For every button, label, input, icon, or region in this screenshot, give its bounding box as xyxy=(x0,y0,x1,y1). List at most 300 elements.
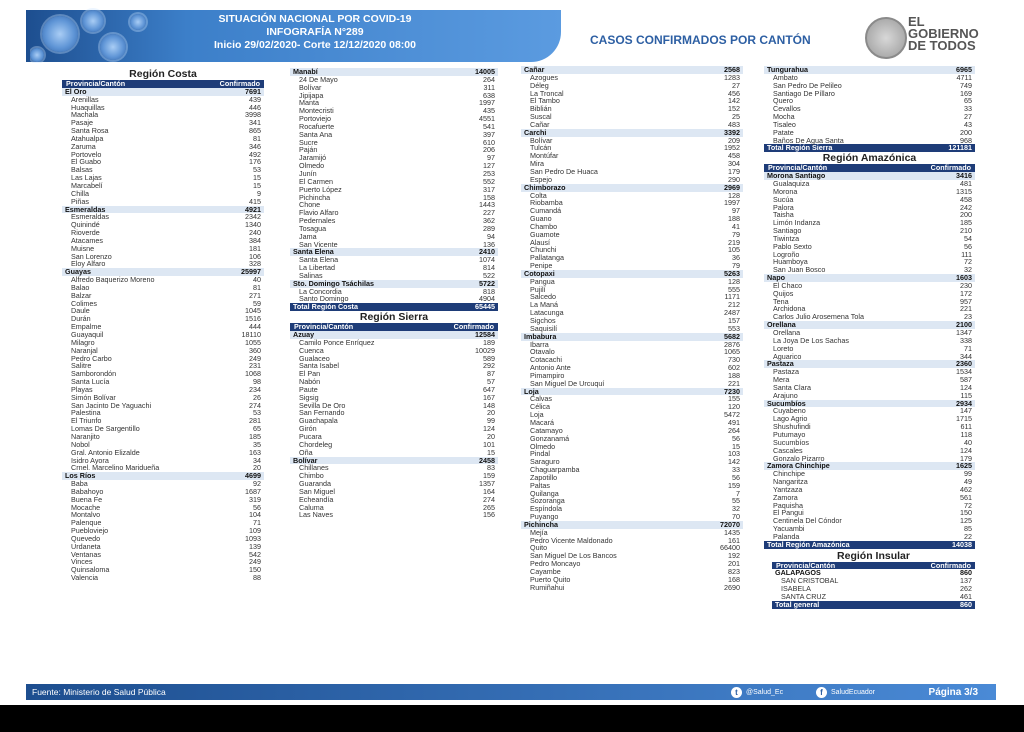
header-text xyxy=(175,13,455,52)
province-row-label: Esmeraldas xyxy=(65,204,106,214)
canton-row-label: La Joya De Los Sachas xyxy=(773,335,849,345)
canton-row-label: Palenque xyxy=(71,518,102,528)
canton-row-value: 20 xyxy=(253,463,261,473)
page-title: CASOS CONFIRMADOS POR CANTÓN xyxy=(590,33,811,47)
canton-row xyxy=(764,196,975,204)
canton-row-label: El Pan xyxy=(299,369,321,379)
canton-row-value: 1516 xyxy=(245,314,261,324)
canton-row-value: 157 xyxy=(728,316,740,325)
province-row-label: Pichincha xyxy=(524,519,558,529)
province-row-value: 5722 xyxy=(479,278,495,288)
canton-row-label: Balsas xyxy=(71,165,93,175)
canton-row-label: Guano xyxy=(530,214,552,224)
canton-row-label: Guamote xyxy=(530,229,560,239)
canton-row-value: 176 xyxy=(249,157,261,167)
canton-row-label: Montúfar xyxy=(530,151,559,161)
canton-row-label: Puyango xyxy=(530,512,559,522)
canton-row-value: 439 xyxy=(249,94,261,104)
canton-row-label: Lomas De Sargentillo xyxy=(71,424,140,434)
canton-row-label: Rumiñahui xyxy=(530,582,565,592)
facebook-handle[interactable] xyxy=(816,687,875,698)
canton-row-label: Machala xyxy=(71,110,99,120)
province-row-value: 2934 xyxy=(956,398,972,408)
province-row-value: 2360 xyxy=(956,359,972,369)
canton-row-label: Cayambe xyxy=(530,567,561,576)
table-header-value: Confirmado xyxy=(453,322,494,332)
canton-row-label: Gonzanamá xyxy=(530,433,570,443)
canton-row-value: 137 xyxy=(960,576,972,586)
canton-row xyxy=(62,551,264,559)
canton-row-label: Carlos Julio Arosemena Tola xyxy=(773,312,864,322)
canton-row-value: 34 xyxy=(253,455,261,465)
canton-row-value: 552 xyxy=(483,176,495,186)
canton-row-value: 264 xyxy=(728,425,740,435)
canton-row-label: Pujilí xyxy=(530,284,546,294)
canton-row xyxy=(290,362,498,370)
canton-row xyxy=(764,90,975,98)
canton-row-label: Buena Fe xyxy=(71,494,103,504)
canton-row-value: 5472 xyxy=(724,410,740,420)
canton-row-label: Jama xyxy=(299,231,317,241)
canton-row-label: Loja xyxy=(530,410,544,420)
province-row-value: 2410 xyxy=(479,247,495,257)
canton-row-value: 98 xyxy=(253,377,261,387)
canton-row-value: 179 xyxy=(960,453,972,463)
canton-row-value: 99 xyxy=(964,469,972,479)
canton-row-label: Otavalo xyxy=(530,347,555,357)
canton-row-label: Célica xyxy=(530,402,550,412)
canton-row xyxy=(764,204,975,212)
canton-row-value: 128 xyxy=(728,190,740,200)
logo-line1: EL xyxy=(908,14,925,29)
footer-bar xyxy=(26,684,996,700)
canton-row-label: Mira xyxy=(530,159,544,169)
canton-row-value: 15 xyxy=(253,173,261,183)
canton-row-label: Ibarra xyxy=(530,339,549,349)
canton-row xyxy=(62,355,264,363)
canton-row-value: 179 xyxy=(728,166,740,176)
facebook-text: SaludEcuador xyxy=(831,688,875,696)
canton-row-value: 2690 xyxy=(724,582,740,592)
canton-row-value: 139 xyxy=(249,541,261,551)
canton-row-label: Baba xyxy=(71,479,88,489)
canton-row-label: Valencia xyxy=(71,573,99,583)
canton-row-value: 66400 xyxy=(720,543,740,553)
region-total xyxy=(764,144,975,152)
canton-row-label: Junín xyxy=(299,168,317,178)
canton-row-label: Milagro xyxy=(71,337,95,347)
province-row-label: Cotopaxi xyxy=(524,268,555,278)
canton-row xyxy=(521,105,743,113)
region-total-label: Total Región Amazónica xyxy=(767,539,850,549)
canton-row-value: 65 xyxy=(964,96,972,106)
canton-row-label: Quinsaloma xyxy=(71,565,110,575)
canton-row-label: Colta xyxy=(530,190,547,200)
canton-row-label: San Miguel xyxy=(299,486,335,496)
canton-row-label: Balao xyxy=(71,282,90,292)
canton-row-label: Patate xyxy=(773,127,794,137)
insular-block xyxy=(772,550,975,609)
province-row-value: 2969 xyxy=(724,182,740,192)
canton-row xyxy=(521,380,743,388)
canton-row-value: 188 xyxy=(728,214,740,224)
canton-row-value: 4551 xyxy=(479,114,495,124)
canton-row xyxy=(521,137,743,145)
canton-row-value: 124 xyxy=(960,382,972,392)
canton-row xyxy=(764,368,975,376)
canton-row-value: 749 xyxy=(960,80,972,90)
canton-row-label: Quevedo xyxy=(71,533,101,543)
source-name: Ministerio de Salud Pública xyxy=(63,687,166,697)
canton-row-value: 264 xyxy=(483,74,495,84)
canton-row xyxy=(290,370,498,378)
canton-row-value: 127 xyxy=(483,161,495,171)
canton-row-label: Santiago xyxy=(773,226,802,236)
canton-row-value: 1997 xyxy=(479,98,495,108)
canton-row-value: 446 xyxy=(249,102,261,112)
canton-row-label: Echeandía xyxy=(299,494,334,504)
canton-row-value: 522 xyxy=(483,270,495,280)
canton-row-label: Yantzaza xyxy=(773,484,803,494)
canton-row-value: 1997 xyxy=(724,198,740,208)
table-header-value: Confirmado xyxy=(219,79,260,88)
canton-row-value: 150 xyxy=(960,508,972,518)
province-row-label: Carchi xyxy=(524,127,547,137)
canton-row-label: Puerto López xyxy=(299,184,342,194)
canton-row-value: 124 xyxy=(483,424,495,434)
canton-row-label: Santa Ana xyxy=(299,129,333,139)
canton-row xyxy=(521,537,743,545)
region-total xyxy=(290,303,498,311)
canton-row-label: Eloy Alfaro xyxy=(71,259,106,269)
canton-row-value: 1068 xyxy=(245,369,261,379)
canton-row-value: 172 xyxy=(960,288,972,298)
canton-row-value: 360 xyxy=(249,345,261,355)
canton-row-label: Tena xyxy=(773,296,789,306)
footer-source xyxy=(32,687,166,697)
canton-row-label: Santa Clara xyxy=(773,382,811,392)
canton-row-label: Sigsig xyxy=(299,392,319,402)
canton-row-label: Pedro Carbo xyxy=(71,353,112,363)
canton-row-label: Bolívar xyxy=(530,135,553,145)
canton-row-label: Zapotillo xyxy=(530,472,558,482)
canton-row-label: Alausí xyxy=(530,237,550,247)
canton-row-value: 147 xyxy=(960,406,972,416)
canton-row-value: 188 xyxy=(728,370,740,380)
region-title: Región Sierra xyxy=(359,311,429,324)
column-4 xyxy=(764,66,975,609)
canton-row-label: Cevallos xyxy=(773,104,801,114)
region-total-value: 65445 xyxy=(475,302,495,312)
canton-row-label: El Triunfo xyxy=(71,416,102,426)
canton-row-label: Piñas xyxy=(71,196,89,206)
page-number: Página 3/3 xyxy=(928,686,978,698)
province-row-value: 2568 xyxy=(724,65,740,74)
canton-row xyxy=(521,584,743,592)
canton-row xyxy=(290,131,498,139)
province-row xyxy=(62,472,264,480)
canton-row-value: 167 xyxy=(483,392,495,402)
canton-row-value: 104 xyxy=(249,510,261,520)
canton-row-value: 15 xyxy=(253,180,261,190)
canton-row xyxy=(290,162,498,170)
canton-row-label: Olmedo xyxy=(299,161,325,171)
canton-row-label: Huaquillas xyxy=(71,102,105,112)
canton-row xyxy=(290,441,498,449)
canton-row-value: 92 xyxy=(253,479,261,489)
canton-row-label: SANTA CRUZ xyxy=(781,592,826,601)
government-logo xyxy=(865,15,995,57)
canton-row-label: Guaranda xyxy=(299,479,331,489)
canton-row-value: 242 xyxy=(960,202,972,212)
province-row-label: Napo xyxy=(767,273,785,283)
canton-row-value: 346 xyxy=(249,141,261,151)
canton-row-value: 71 xyxy=(964,343,972,353)
canton-row-label: San Juan Bosco xyxy=(773,265,826,275)
province-row-label: GALAPAGOS xyxy=(775,568,821,578)
canton-row-label: Sozoranga xyxy=(530,496,565,506)
region-total-label: Total Región Sierra xyxy=(767,143,833,153)
province-row xyxy=(521,184,743,192)
canton-row-label: Orellana xyxy=(773,328,801,337)
canton-row-value: 27 xyxy=(732,80,740,90)
canton-row-value: 957 xyxy=(960,296,972,306)
canton-row-value: 85 xyxy=(964,524,972,534)
canton-row-label: Chaguarpamba xyxy=(530,465,580,475)
canton-row-label: Arajuno xyxy=(773,390,798,400)
region-title: Región Insular xyxy=(837,549,910,562)
table-header-label: Provincia/Cantón xyxy=(776,560,836,570)
canton-row xyxy=(764,188,975,196)
canton-row-label: Cuyabeno xyxy=(773,406,806,416)
canton-row-label: Paltas xyxy=(530,480,550,490)
canton-row-label: Pimampiro xyxy=(530,370,565,380)
canton-row-value: 105 xyxy=(728,245,740,255)
canton-row-value: 292 xyxy=(483,361,495,371)
canton-row-label: Mocache xyxy=(71,502,101,512)
canton-row xyxy=(290,417,498,425)
canton-row-label: Espíndola xyxy=(530,504,562,514)
province-row-value: 2100 xyxy=(956,320,972,330)
canton-row-value: 161 xyxy=(728,535,740,545)
canton-row-value: 109 xyxy=(249,526,261,536)
province-row-value: 25997 xyxy=(241,267,261,277)
canton-row-label: Isidro Ayora xyxy=(71,455,109,465)
canton-row-label: Babahoyo xyxy=(71,486,104,496)
province-row xyxy=(521,129,743,137)
region-total-value: 860 xyxy=(960,599,972,609)
canton-row-value: 25 xyxy=(732,112,740,122)
canton-row-label: Gonzalo Pizarro xyxy=(773,453,825,463)
canton-row xyxy=(521,403,743,411)
canton-row-label: Nangaritza xyxy=(773,477,808,487)
canton-row-label: San Lorenzo xyxy=(71,251,112,261)
canton-row-value: 32 xyxy=(732,504,740,514)
canton-row-value: 164 xyxy=(483,486,495,496)
canton-row-label: Palestina xyxy=(71,408,101,418)
canton-row-label: Déleg xyxy=(530,80,549,90)
canton-row-value: 542 xyxy=(249,549,261,559)
canton-row-value: 71 xyxy=(253,518,261,528)
bottom-band xyxy=(0,705,1024,732)
canton-row-value: 1065 xyxy=(724,347,740,357)
canton-row xyxy=(62,182,264,190)
canton-row-value: 444 xyxy=(249,322,261,332)
source-prefix: Fuente: xyxy=(32,687,64,697)
canton-row-value: 362 xyxy=(483,216,495,226)
canton-row-value: 1093 xyxy=(245,533,261,543)
canton-row-label: Cascales xyxy=(773,445,803,455)
province-row xyxy=(521,388,743,396)
canton-row xyxy=(521,395,743,403)
canton-row-label: Oña xyxy=(299,447,313,457)
canton-row-label: Loreto xyxy=(773,343,794,353)
province-row-label: Sucumbíos xyxy=(767,398,806,408)
canton-row-value: 200 xyxy=(960,127,972,137)
canton-row-label: Durán xyxy=(71,314,91,324)
canton-row-value: 43 xyxy=(964,119,972,129)
canton-row-value: 730 xyxy=(728,355,740,365)
canton-row-label: Centinela Del Cóndor xyxy=(773,516,842,526)
canton-row-value: 65 xyxy=(253,424,261,434)
canton-row-value: 201 xyxy=(728,559,740,569)
canton-row-value: 41 xyxy=(732,221,740,231)
canton-row-label: Naranjal xyxy=(71,345,98,355)
canton-row-value: 483 xyxy=(728,119,740,129)
header-line3: Inicio 29/02/2020- Corte 12/12/2020 08:00 xyxy=(214,39,416,51)
table-header-label: Provincia/Cantón xyxy=(294,322,354,332)
canton-row-value: 99 xyxy=(487,416,495,426)
canton-row-value: 338 xyxy=(960,335,972,345)
region-total-label: Total general xyxy=(775,599,820,609)
canton-row-value: 56 xyxy=(253,502,261,512)
canton-row-label: Penipe xyxy=(530,261,553,271)
canton-row-value: 26 xyxy=(253,392,261,402)
canton-row-label: Gualaceo xyxy=(299,353,330,363)
canton-row-value: 200 xyxy=(960,210,972,220)
canton-row-label: Pallatanga xyxy=(530,253,564,263)
canton-row-label: Pichincha xyxy=(299,192,331,202)
header-line1: SITUACIÓN NACIONAL POR COVID-19 xyxy=(218,13,412,25)
canton-row-value: 148 xyxy=(483,400,495,410)
canton-row-value: 253 xyxy=(483,168,495,178)
province-row-label: Morona Santiago xyxy=(767,171,826,181)
canton-row-label: Tiwintza xyxy=(773,233,800,243)
column-2 xyxy=(290,68,498,519)
canton-row-label: Pasaje xyxy=(71,118,93,128)
province-row-value: 2458 xyxy=(479,455,495,465)
canton-row-value: 27 xyxy=(964,112,972,122)
province-row-label: Imbabura xyxy=(524,331,557,341)
canton-row-value: 55 xyxy=(732,496,740,506)
canton-row-label: Sevilla De Oro xyxy=(299,400,346,410)
canton-row-label: Tulcán xyxy=(530,143,552,153)
canton-row xyxy=(521,152,743,160)
canton-row-value: 2487 xyxy=(724,308,740,318)
canton-row-label: Gualaquiza xyxy=(773,178,810,188)
canton-row-label: Azogues xyxy=(530,72,558,82)
canton-row-value: 3998 xyxy=(245,110,261,120)
canton-row-value: 435 xyxy=(483,106,495,116)
twitter-handle[interactable] xyxy=(731,687,783,698)
canton-row-label: Salinas xyxy=(299,270,323,280)
canton-row-label: Caluma xyxy=(299,502,324,512)
canton-row-label: Sucumbíos xyxy=(773,437,809,447)
canton-row-label: Pucara xyxy=(299,431,322,441)
canton-row-value: 219 xyxy=(728,237,740,247)
canton-row-label: Olmedo xyxy=(530,441,556,451)
canton-row-value: 7 xyxy=(736,488,740,498)
canton-row xyxy=(521,231,743,239)
canton-row-label: Catamayo xyxy=(530,425,563,435)
canton-row-value: 1952 xyxy=(724,143,740,153)
canton-row xyxy=(521,443,743,451)
canton-row-value: 589 xyxy=(483,353,495,363)
province-row-label: Zamora Chinchipe xyxy=(767,461,830,471)
canton-row-label: Gral. Antonio Elizalde xyxy=(71,447,140,457)
coat-of-arms-icon xyxy=(865,17,907,59)
canton-row-label: Biblián xyxy=(530,104,552,114)
table-header-value: Confirmado xyxy=(930,163,971,173)
column-1 xyxy=(62,68,264,582)
canton-row-label: Nabón xyxy=(299,377,321,387)
canton-row-value: 20 xyxy=(487,431,495,441)
canton-row-label: Puebloviejo xyxy=(71,526,109,536)
canton-row-label: Montalvo xyxy=(71,510,101,520)
canton-row-label: Rocafuerte xyxy=(299,121,335,131)
canton-row-value: 240 xyxy=(249,228,261,238)
canton-row-label: Simón Bolívar xyxy=(71,392,116,402)
canton-row-label: Chordeleg xyxy=(299,439,333,449)
canton-row-label: Esmeraldas xyxy=(71,212,109,222)
canton-row-value: 249 xyxy=(249,353,261,363)
canton-row-label: Espejo xyxy=(530,174,552,184)
canton-row-value: 1715 xyxy=(956,414,972,424)
canton-row-label: Mocha xyxy=(773,112,795,122)
canton-row-label: Morona xyxy=(773,186,798,196)
canton-row-value: 81 xyxy=(253,133,261,143)
canton-row-value: 168 xyxy=(728,574,740,584)
canton-row-value: 541 xyxy=(483,121,495,131)
canton-row-label: Latacunga xyxy=(530,308,564,318)
canton-row-label: Bolívar xyxy=(299,82,322,92)
canton-row-value: 192 xyxy=(728,551,740,561)
canton-row-label: Tisaleo xyxy=(773,119,796,129)
canton-row-label: Rioverde xyxy=(71,228,100,238)
canton-row-value: 72 xyxy=(964,257,972,267)
canton-row xyxy=(521,207,743,215)
canton-row-value: 319 xyxy=(249,494,261,504)
canton-row-label: Portoviejo xyxy=(299,114,331,124)
canton-row-label: La Libertad xyxy=(299,263,335,273)
canton-row-value: 1347 xyxy=(956,328,972,337)
province-row-label: Cañar xyxy=(524,65,545,74)
canton-row-value: 1357 xyxy=(479,479,495,489)
province-row-value: 12584 xyxy=(475,330,495,339)
province-row-label: Pastaza xyxy=(767,359,794,369)
canton-row-value: 72 xyxy=(964,500,972,510)
canton-row-label: Zaruma xyxy=(71,141,96,151)
canton-row-label: Sucúa xyxy=(773,194,794,204)
canton-row-label: Saraguro xyxy=(530,457,560,467)
canton-row xyxy=(290,378,498,386)
province-row-value: 5682 xyxy=(724,331,740,341)
canton-row-value: 1315 xyxy=(956,186,972,196)
virus-illustration xyxy=(30,8,160,63)
canton-row-value: 33 xyxy=(732,465,740,475)
canton-row-label: Taisha xyxy=(773,210,794,220)
canton-row xyxy=(764,266,975,274)
